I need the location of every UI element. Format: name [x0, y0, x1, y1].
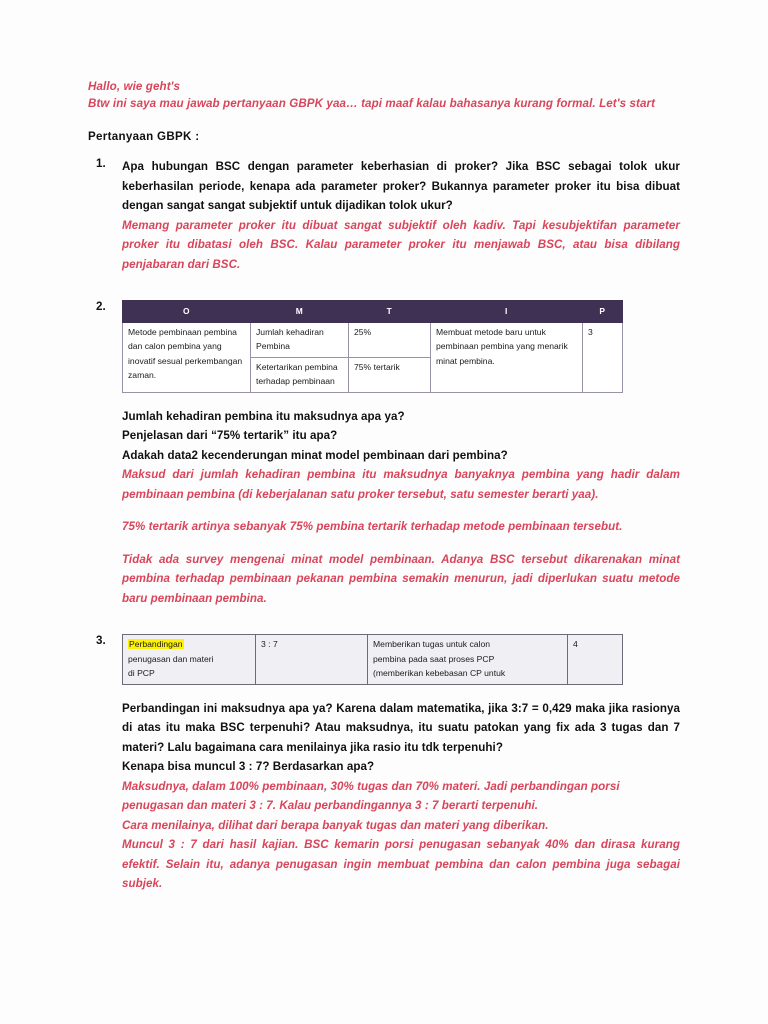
table-1-header-o: O [123, 301, 251, 323]
answer-text-3a: Maksudnya, dalam 100% pembinaan, 30% tugas dan 70% materi. Jadi perbandingan porsi penugasan dan materi 3 : 7. Kalau perbandingannya 3 : 7 berarti terpenuhi. [122, 779, 620, 812]
table-row [123, 635, 623, 685]
table-2-cell-point: 4 [568, 635, 623, 685]
answer-text-2a: Maksud dari jumlah kehadiran pembina itu maksudnya banyaknya pembina yang hadir dalam pembinaan pembina (di keberjalanan satu proker tersebut, satu semester berarti yaa). [122, 468, 680, 501]
answer-text-2b: 75% tertarik artinya sebanyak 75% pembina tertarik terhadap metode pembinaan tersebut. [122, 520, 623, 533]
cell-line: Memberikan tugas untuk calon [373, 639, 491, 649]
cell-line: Pembina [256, 341, 290, 351]
greeting-line-1: Hallo, wie geht's [88, 80, 181, 93]
highlight-text: Perbandingan [129, 639, 183, 649]
question-number-2: 2. [96, 300, 106, 313]
table-2-cell-initiative [368, 635, 568, 685]
table-1-cell-m-2 [251, 357, 349, 392]
bsc-table-2 [122, 634, 623, 685]
cell-line: Metode pembinaan pembina [128, 326, 237, 337]
question-item-1 [88, 157, 680, 274]
greeting-line-2: Btw ini saya mau jawab pertanyaan GBPK yaa… tapi maaf kalau bahasanya kurang formal. Let's start [88, 97, 656, 110]
table-2-cell-ratio: 3 : 7 [256, 635, 368, 685]
document-content [88, 78, 680, 894]
table-2-wrapper [122, 634, 680, 685]
question-text-2c: Adakah data2 kecenderungan minat model pembinaan dari pembina? [122, 448, 508, 462]
table-1-header-t: T [349, 301, 431, 323]
table-1-wrapper [122, 300, 680, 393]
table-1-header-row [123, 301, 623, 323]
cell-line: dan calon pembina yang [128, 341, 222, 351]
table-1-cell-m-1 [251, 322, 349, 357]
table-1-header-p: P [583, 301, 623, 323]
question-text-3a: Perbandingan ini maksudnya apa ya? Karena dalam matematika, jika 3:7 = 0,429 maka jika rasionya di atas itu maka BSC terpenuhi? Atau maksudnya, itu suatu patokan yang fix ada 3 tugas dan 7 materi? Lalu bagaimana cara menilainya jika rasio itu tdk terpenuhi? [122, 701, 680, 754]
cell-line: di PCP [128, 668, 155, 678]
cell-line: minat pembina. [436, 355, 495, 366]
table-1-cell-o [123, 322, 251, 392]
table-2-cell-description [123, 635, 256, 685]
spacer [122, 504, 680, 517]
greeting-block [88, 78, 680, 112]
section-heading: Pertanyaan GBPK : [88, 130, 200, 143]
spacer [122, 537, 680, 550]
question-number-3: 3. [96, 634, 106, 647]
answer-text-1: Memang parameter proker itu dibuat sangat subjektif oleh kadiv. Tapi kesubjektifan parameter proker itu dibatasi oleh BSC. Kalau parameter proker itu menjawab BSC, atau bisa dibilang penjabaran dari BSC. [122, 218, 680, 271]
question-text-2a: Jumlah kehadiran pembina itu maksudnya apa ya? [122, 409, 405, 423]
question-number-1: 1. [96, 157, 106, 170]
answer-text-3b: Cara menilainya, dilihat dari berapa banyak tugas dan materi yang diberikan. [122, 818, 549, 832]
table-1-cell-i [431, 322, 583, 392]
question-text-2b: Penjelasan dari “75% tertarik” itu apa? [122, 429, 338, 442]
table-1-cell-t-1: 25% [349, 322, 431, 357]
table-row [123, 322, 623, 357]
table-1-cell-t-2: 75% tertarik [349, 357, 431, 392]
cell-line: penugasan dan materi [128, 653, 214, 664]
table-1-cell-p: 3 [583, 322, 623, 392]
cell-line: (memberikan kebebasan CP untuk [373, 668, 506, 678]
cell-line: Ketertarikan pembina [256, 361, 338, 372]
question-item-2 [88, 300, 680, 608]
question-item-3 [88, 634, 680, 894]
cell-line: zaman. [128, 370, 157, 380]
bsc-table-1 [122, 300, 623, 393]
table-1-header-m: M [251, 301, 349, 323]
highlighted-term [128, 637, 250, 652]
question-text-3b: Kenapa bisa muncul 3 : 7? Berdasarkan apa? [122, 760, 375, 773]
cell-line: pembinaan pembina yang menarik [436, 341, 568, 351]
cell-line: pembina pada saat proses PCP [373, 653, 495, 664]
cell-line: Membuat metode baru untuk [436, 326, 546, 337]
cell-line: terhadap pembinaan [256, 376, 335, 386]
cell-line: Jumlah kehadiran [256, 326, 324, 337]
answer-text-2c: Tidak ada survey mengenai minat model pembinaan. Adanya BSC tersebut dikarenakan minat pembina terhadap pembinaan pekanan pembina semakin menurun, jadi diperlukan suatu metode baru pembinaan pembina. [122, 552, 680, 605]
answer-text-3c: Muncul 3 : 7 dari hasil kajian. BSC kemarin porsi penugasan sebanyak 40% dan dirasa kurang efektif. Selain itu, adanya penugasan ingin membuat pembina dan calon pembina juga sebagai subjek. [122, 838, 680, 890]
question-text-1: Apa hubungan BSC dengan parameter keberhasian di proker? Jika BSC sebagai tolok ukur keberhasilan periode, kenapa ada parameter proker? Bukannya parameter proker itu bisa dibuat dengan sangat sangat subjektif untuk dijadikan tolok ukur? [122, 160, 680, 212]
cell-line: inovatif sesual perkembangan [128, 355, 243, 366]
table-1-header-i: I [431, 301, 583, 323]
